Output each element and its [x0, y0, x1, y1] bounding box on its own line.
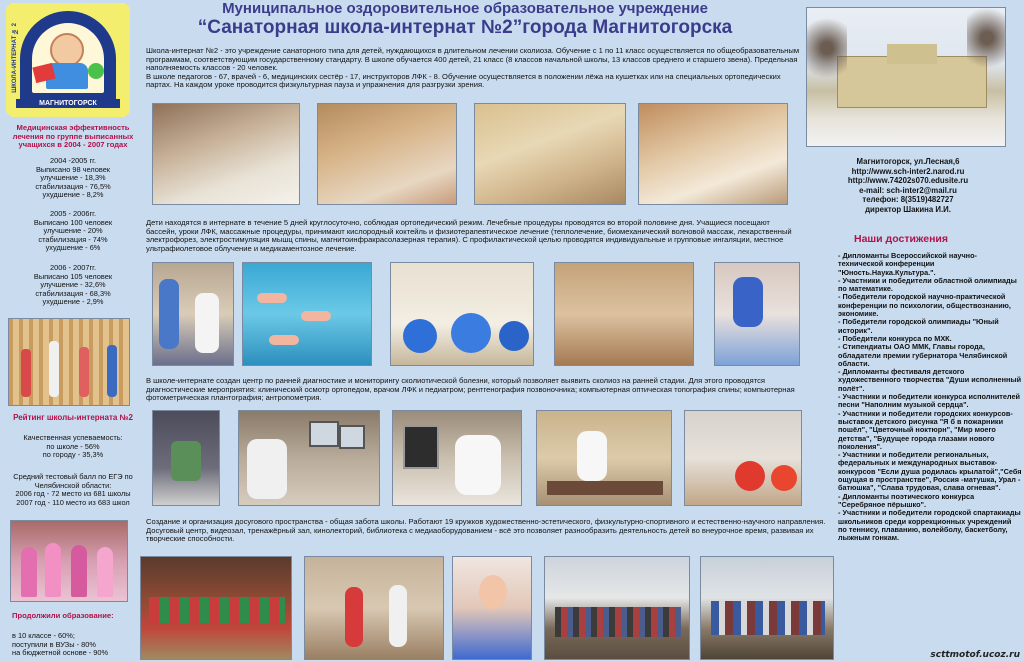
achievement-item: - Участники и победители конкурса исполнителей песни "Наполним музыкой сердца".: [838, 392, 1021, 410]
page-title-line1: Муниципальное оздоровительное образовательное учреждение: [222, 0, 708, 17]
achievement-item: - Победители городской олимпиады "Юный историк".: [838, 317, 999, 335]
period-stable: стабилизация - 74%: [38, 234, 108, 244]
achievement-item: - Стипендиаты ОАО ММК, Главы города, обладатели премии губернатора Челябинской области.: [838, 342, 1008, 368]
education-heading: Продолжили образование:: [12, 611, 114, 620]
swimming-pool-photo: [242, 262, 372, 366]
period-year: 2006 - 2007гг.: [50, 263, 96, 272]
ege-title: Средний тестовый балл по ЕГЭ по Челябинской области:: [13, 472, 133, 490]
efficiency-period-2: [4, 210, 142, 253]
period-year: 2005 - 2006гг.: [50, 209, 96, 218]
achievement-item: - Победители городской научно-практической конференции по психологии, обществознанию, экономике.: [838, 292, 1011, 319]
achievement-item: - Дипломанты Всероссийской научно-технической конференции "Юность.Наука.Культура.".: [838, 251, 977, 277]
education-block: [4, 632, 142, 658]
outdoor-crowd-photo: [544, 556, 690, 660]
intro-paragraph-2: В школе педагогов - 67, врачей - 6, медицинских сестёр - 17, инструкторов ЛФК - 8. Обучение осуществляется в положении лёжа на кушетках или на специальных ортопедических партах. На каждом уроке проводится физкультурная пауза и упражнения для разгрузки зрения.: [146, 71, 781, 90]
education-grade10: в 10 классе - 60%;: [12, 631, 75, 640]
achievement-item: - Победители конкурса по МХК.: [838, 333, 952, 343]
period-stable: стабилизация - 68,3%: [35, 288, 111, 298]
quality-city: по городу - 35,3%: [42, 450, 104, 459]
efficiency-period-3: [4, 264, 142, 307]
plantography-photo: [152, 410, 220, 506]
examination-couch-photo: [536, 410, 672, 506]
massage-procedure-photo: [714, 262, 800, 366]
achievement-item: - Дипломанты поэтического конкурса "Серебряное пёрышко".: [838, 491, 975, 509]
group-outdoor-photo: [700, 556, 834, 660]
contact-phone: телефон: 8(3519)482727: [862, 195, 954, 205]
rating-heading: Рейтинг школы-интерната №2: [13, 413, 133, 422]
doctor-patient-photo: [152, 262, 234, 366]
period-stable: стабилизация - 76,5%: [35, 181, 111, 191]
classroom-photo-3: [474, 103, 626, 205]
ege-2007: 2007 год - 110 место из 683 школ: [16, 497, 130, 507]
dance-performance-photo: [10, 520, 128, 602]
rehab-gym-photo: [684, 410, 802, 506]
stage-performance-photo: [140, 556, 292, 660]
contact-city: Магнитогорск, ул.Лесная,6: [856, 157, 960, 166]
quality-title: Качественная успеваемость:: [23, 433, 123, 442]
period-discharged: Выписано 105 человек: [33, 271, 113, 281]
education-universities: поступили в ВУЗы - 80%: [12, 639, 96, 649]
achievement-item: - Участники и победители региональных, федеральных и международных выставок-конкурсов "Если душа родилась крылатой","Себя ощущая в пространстве", Россия -матушка, Урал - батюшка", "Слава трудовая, слава огневая".: [838, 450, 1022, 493]
efficiency-heading: Медицинская эффективность лечения по группе выписанных учащихся в 2004 - 2007 годах: [12, 123, 134, 150]
achievements-list: [838, 252, 1022, 542]
girl-portrait-photo: [452, 556, 532, 660]
logo-city-text: МАГНИТОГОРСК: [16, 99, 120, 108]
period-improved: улучшение - 20%: [43, 226, 103, 235]
site-watermark: scttmotof.ucoz.ru: [930, 650, 1020, 660]
contact-site-1[interactable]: http://www.sch-inter2.narod.ru: [851, 166, 965, 176]
contact-site-2[interactable]: http://www.74202s070.edusite.ru: [847, 176, 969, 186]
medical-section-text: Дети находятся в интернате в течение 5 дней круглосуточно, соблюдая ортопедический режим. Лечебные процедуры проводятся во второй половине дня. Учащиеся посещают бассейн, уроки ЛФК, массажные процедуры, принимают кислородный коктейль и физиотерапевтическое лечение (теплолечение, биомеханический волновой массаж, лекарственный электрофорез, электростимуляция мышц спины, магнитоинфракрасолазерная терапия). С профилактической целью проводятся индивидуальные и групповые ингаляции, местное ультрафиолетовое облучение и медикаментозное лечение.: [146, 218, 792, 253]
contact-email[interactable]: e-mail: sch-inter2@mail.ru: [859, 185, 957, 195]
period-discharged: Выписано 98 человек: [35, 164, 111, 174]
period-improved: улучшение - 18,3%: [40, 173, 106, 182]
classroom-photo-4: [638, 103, 788, 205]
achievement-item: - Участники и победители областной олимпиады по математике.: [838, 275, 1017, 294]
quality-block: [4, 434, 142, 460]
quality-school: по школе - 56%: [46, 441, 100, 451]
ege-block: [2, 473, 144, 507]
contact-director: директор Шакина И.И.: [865, 204, 951, 214]
classroom-photo-1: [152, 103, 300, 205]
child-face-icon: [50, 33, 84, 67]
achievement-item: - Участники и победители городской спартакиады школьников среди коррекционных учреждений по теннису, плаванию, волейболу, баскетболу, лыжным гонкам.: [838, 508, 1021, 543]
period-worse: ухудшение - 6%: [45, 243, 101, 252]
period-worse: ухудшение - 2,9%: [42, 297, 104, 306]
children-dance-photo: [304, 556, 444, 660]
intro-paragraph-1: Школа-интернат №2 - это учреждение санаторного типа для детей, нуждающихся в длительном лечении сколиоза. Обучение с 1 по 11 класс осуществляется по общеобразовательным программам, соответствующим государственному стандарту. В школе обучается 400 детей, 21 класс (8 классов начальной школы, 13 классов среднего и старшего звена). Предельная наполняемость классов - 20 человек.: [146, 46, 800, 73]
ege-2006: 2006 год - 72 место из 681 школы: [15, 489, 131, 498]
logo-vertical-text: ШКОЛА-ИНТЕРНАТ № 2: [12, 23, 18, 93]
achievements-heading: Наши достижения: [854, 233, 948, 245]
gym-wall-bars-photo: [8, 318, 130, 406]
computer-topography-photo: [238, 410, 380, 506]
achievement-item: - Участники и победители городских конкурсов-выставок детского рисунка "Я б в пожарники пошёл", "Цветочный ноктюрн", "Мир моего детства", "Будущее города глазами нового поколения".: [838, 408, 1013, 451]
xray-doctor-photo: [392, 410, 522, 506]
period-improved: улучшение - 32,6%: [40, 280, 106, 289]
classroom-photo-2: [317, 103, 457, 205]
period-worse: ухудшение - 8,2%: [42, 190, 104, 199]
fitball-exercise-photo: [390, 262, 534, 366]
education-budget: на бюджетной основе - 90%: [12, 648, 109, 657]
physical-therapy-class-photo: [554, 262, 694, 366]
efficiency-period-1: [4, 157, 142, 200]
leisure-section-text: Создание и организация досугового пространства - общая забота школы. Работают 19 кружков художественно-эстетического, физкультурно-спортивного и естественно-научного направления. Досуговый центр, видеозал, тренажёрный зал, кинолекторий, библиотека с медиаоборудованием - всё это позволяет разнообразить деятельность детей во внеурочное время, развивая их творческие способности.: [146, 517, 826, 544]
ball-icon: [88, 63, 104, 79]
school-building-photo: [806, 7, 1006, 147]
period-year: 2004 -2005 гг.: [50, 156, 96, 165]
achievement-item: - Дипломанты фестиваля детского художественного творчества "Души исполненный полёт".: [838, 367, 1022, 393]
page-title-line2: “Санаторная школа-интернат №2”города Магнитогорска: [197, 17, 733, 38]
school-logo: [6, 3, 130, 117]
period-discharged: Выписано 100 человек: [33, 217, 113, 227]
diagnostic-section-text: В школе-интернате создан центр по ранней диагностике и мониторингу сколиотической болезни, который позволяет выявить сколиоз на ранней стадии. Для этого проводятся диагностические мероприятия: клинический осмотр ортопедом, врачом ЛФК и педиатром; рентгенография позвоночника; компьютерная оптическая топография спины; компьютерная фотометрическая плантография; антропометрия.: [146, 376, 795, 403]
contacts-block: [808, 157, 1008, 215]
